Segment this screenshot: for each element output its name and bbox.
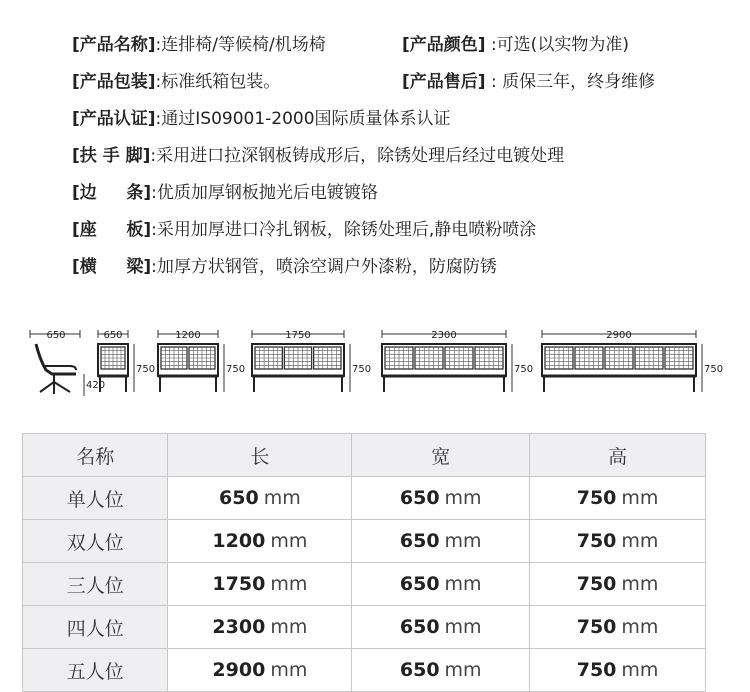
chair-width-label: 1750 [285,330,311,341]
spec-value: :采用加厚进口冷扎钢板，除锈处理后,静电喷粉喷涂 [151,219,537,240]
row-name: 四人位 [23,606,168,649]
dimension-unit: mm [444,573,482,595]
spec-label: [产品包装] [72,71,156,92]
spec-value: :优质加厚钢板抛光后电镀镀铬 [151,182,378,203]
chair-height-label: 750 [704,364,724,375]
dimension-value: 1750 [212,573,266,595]
spec-line [72,137,750,174]
chair-height-label: 750 [514,364,534,375]
header-width: 宽 [352,434,530,477]
front-view-chair [158,330,245,392]
side-height-label: 420 [86,380,106,391]
dimension-unit: mm [621,616,659,638]
dimension-cell [530,520,706,563]
dimension-cell [352,606,530,649]
table-row [23,649,706,692]
side-view-chair [30,330,105,396]
header-height: 高 [530,434,706,477]
dimension-cell [352,563,530,606]
spec-line [72,63,750,100]
header-name: 名称 [23,434,168,477]
front-view-chair [382,330,533,392]
dimension-value: 650 [399,530,440,552]
spec-label: [座 板] [72,219,152,240]
dimension-unit: mm [270,530,308,552]
table-row [23,606,706,649]
spec-value: : 质保三年，终身维修 [490,71,656,92]
dimension-value: 650 [399,616,440,638]
spec-line [72,211,750,248]
dimension-unit: mm [444,487,482,509]
chair-width-label: 1200 [175,330,201,341]
chair-width-label: 650 [103,330,123,341]
header-length: 长 [168,434,352,477]
dimension-value: 750 [576,616,617,638]
chair-height-label: 750 [352,364,372,375]
spec-line [72,174,750,211]
spec-label: [产品认证] [72,108,156,129]
dimension-cell [530,606,706,649]
row-name: 三人位 [23,563,168,606]
spec-label: [产品颜色] [402,34,486,55]
dimension-unit: mm [270,616,308,638]
row-name: 单人位 [23,477,168,520]
spec-label: [扶 手 脚] [72,145,151,166]
dimension-value: 650 [399,573,440,595]
dimension-unit: mm [444,530,482,552]
spec-line [72,248,750,285]
chair-width-label: 2300 [431,330,457,341]
chair-height-label: 750 [226,364,246,375]
chair-height-label: 750 [136,364,156,375]
spec-label: [边 条] [72,182,152,203]
dimension-cell [530,649,706,692]
spec-value: :连排椅/等候椅/机场椅 [155,34,326,55]
table-row [23,520,706,563]
dimension-cell [168,606,352,649]
spec-value: :通过IS09001-2000国际质量体系认证 [155,108,451,129]
dimension-value: 650 [219,487,259,509]
table-row [23,477,706,520]
row-name: 双人位 [23,520,168,563]
dimension-unit: mm [621,573,659,595]
dimension-unit: mm [621,530,659,552]
dimension-unit: mm [270,659,308,681]
dimension-cell [352,520,530,563]
dimension-value: 650 [399,659,440,681]
dimension-value: 750 [576,573,617,595]
dimension-cell [530,563,706,606]
spec-label: [横 梁] [72,256,152,277]
dimension-value: 750 [576,659,617,681]
dimension-value: 2900 [212,659,266,681]
dimension-cell [352,649,530,692]
dimension-cell [168,649,352,692]
spec-value: :可选(以实物为准) [490,34,629,55]
dimension-value: 650 [399,487,440,509]
spec-value: :标准纸箱包装。 [155,71,281,92]
dimension-cell [530,477,706,520]
spec-label: [产品售后] [402,71,486,92]
dimension-unit: mm [621,659,659,681]
dimension-unit: mm [621,487,659,509]
front-view-chair [98,330,155,392]
dimension-cell [168,563,352,606]
row-name: 五人位 [23,649,168,692]
dimension-cell [168,477,352,520]
spec-value: :加厚方状钢管，喷涂空调户外漆粉，防腐防锈 [151,256,497,277]
dimension-diagram [26,322,726,410]
dimension-unit: mm [263,487,301,509]
spec-line [72,26,750,63]
table-row [23,563,706,606]
spec-value: :采用进口拉深钢板铸成形后，除锈处理后经过电镀处理 [150,145,565,166]
spec-label: [产品名称] [72,34,156,55]
side-depth-label: 650 [46,330,66,341]
dimension-cell [168,520,352,563]
dimension-unit: mm [444,659,482,681]
spec-line [72,100,750,137]
dimension-cell [352,477,530,520]
dimension-unit: mm [270,573,308,595]
dimension-value: 750 [576,530,617,552]
dimension-value: 1200 [212,530,266,552]
dimension-value: 2300 [212,616,266,638]
dimension-table [22,433,706,692]
chair-width-label: 2900 [606,330,632,341]
front-view-chair [252,330,371,392]
chair-drawings [26,322,726,410]
spec-list [72,26,750,285]
table-header-row [23,434,706,477]
dimension-value: 750 [576,487,617,509]
dimension-unit: mm [444,616,482,638]
front-view-chair [542,330,723,392]
